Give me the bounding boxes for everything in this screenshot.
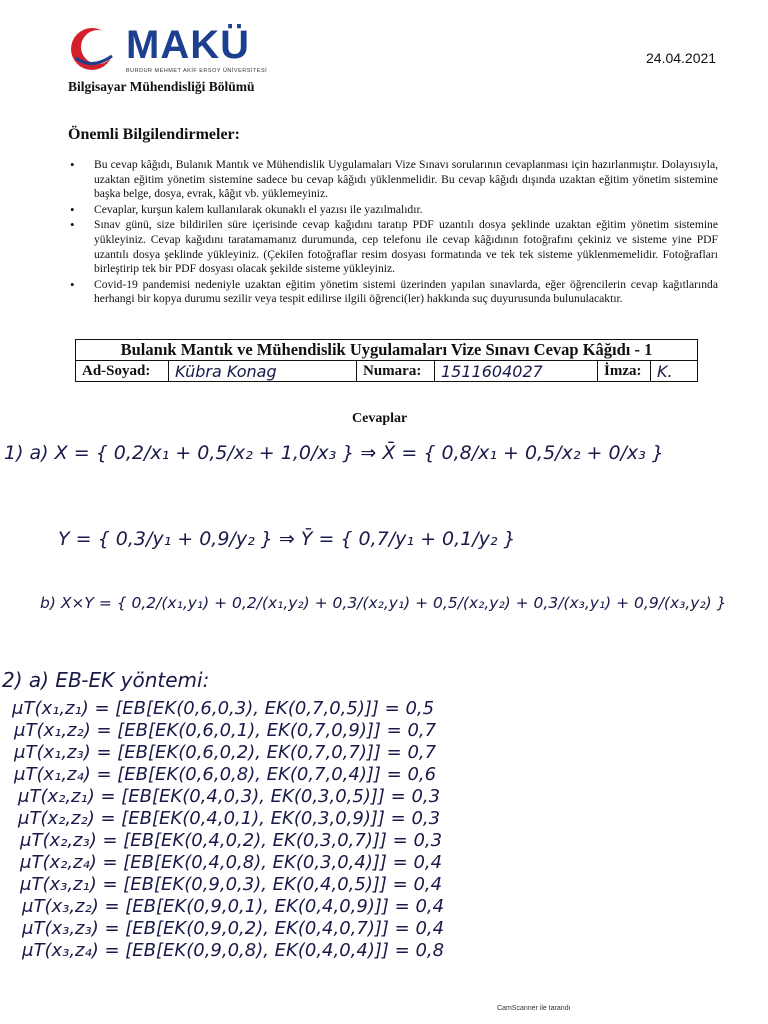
answer-line: μT(x₃,z₁) = [EB[EK(0,9,0,3), EK(0,4,0,5)]] = 0,4 [20,874,443,895]
signature-label: İmza: [598,361,651,382]
answer-line: μT(x₂,z₄) = [EB[EK(0,4,0,8), EK(0,3,0,4)]] = 0,4 [20,852,443,873]
crescent-logo-icon [68,26,118,72]
answer-line: 2) a) EB-EK yöntemi: [2,668,210,692]
answer-line: μT(x₂,z₁) = [EB[EK(0,4,0,3), EK(0,3,0,5)]] = 0,3 [18,786,441,807]
handwritten-answers [0,430,768,990]
notice-item: • Sınav günü, size bildirilen süre içerisinde cevap kağıdını taratıp PDF uzantılı dosya şeklinde uzaktan eğitim yönetim sistemine yükleyiniz. Cevap kağıdını taratamamanız durumunda, cep telefonu ile cevap kâğıdının fotoğrafını çekiniz ve sisteme yine PDF uzantılı dosya şeklinde yükleyiniz. (Çekilen fotoğraflar resim dosyası formatında ve tek tek sisteme yüklenmemelidir. Fotoğrafları birleştirip tek bir PDF dosyası olacak şekilde sisteme yükleyiniz. [68,218,718,276]
brand-name: MAKÜ [126,23,250,67]
answer-line: μT(x₂,z₃) = [EB[EK(0,4,0,2), EK(0,3,0,7)]] = 0,3 [20,830,443,851]
notice-item: • Covid-19 pandemisi nedeniyle uzaktan eğitim yönetim sistemi üzerinden yapılan sınavlarda, eğer öğrencilerin cevap kağıtlarında herhangi bir kopya durumu sezilir veya tespit edilirse ilgili öğrenci(ler) hakkında suç duyurusunda bulunulacaktır. [68,278,718,307]
notice-item: • Cevaplar, kurşun kalem kullanılarak okunaklı el yazısı ile yazılmalıdır. [68,203,718,218]
number-value: 1511604027 [435,361,598,382]
answer-line: μT(x₁,z₄) = [EB[EK(0,6,0,8), EK(0,7,0,4)]] = 0,6 [14,764,437,785]
name-value: Kübra Konag [169,361,357,382]
notice-list [68,158,718,308]
notice-title: Önemli Bilgilendirmeler: [68,126,240,143]
document-date: 24.04.2021 [646,50,717,66]
department-name: Bilgisayar Mühendisliği Bölümü [68,79,255,94]
answers-title: Cevaplar [352,411,408,426]
answer-line: μT(x₁,z₂) = [EB[EK(0,6,0,1), EK(0,7,0,9)]] = 0,7 [14,720,437,741]
answer-line: μT(x₁,z₁) = [EB[EK(0,6,0,3), EK(0,7,0,5)]] = 0,5 [12,698,435,719]
scanner-watermark: CamScanner ile tarandı [497,1005,571,1012]
answer-line: μT(x₃,z₄) = [EB[EK(0,9,0,8), EK(0,4,0,4)]] = 0,8 [22,940,445,961]
answer-line: μT(x₃,z₂) = [EB[EK(0,9,0,1), EK(0,4,0,9)]] = 0,4 [22,896,445,917]
notice-item: • Bu cevap kâğıdı, Bulanık Mantık ve Mühendislik Uygulamaları Vize Sınavı sorularının cevaplanması için hazırlanmıştır. Dolayısıyla, uzaktan eğitim yönetim sistemine sadece bu cevap kâğıdı yüklenmelidir. Bu cevap kâğıdı dışında uzaktan eğitim yönetim sistemine başka belge, dosya, evrak, kâğıt vb. yüklemeyiniz. [68,158,718,202]
signature-value: K. [651,361,698,382]
answer-line: μT(x₃,z₃) = [EB[EK(0,9,0,2), EK(0,4,0,7)]] = 0,4 [22,918,445,939]
answer-line: 1) a) X = { 0,2/x₁ + 0,5/x₂ + 1,0/x₃ } ⇒ X̄ = { 0,8/x₁ + 0,5/x₂ + 0/x₃ } [4,442,664,464]
number-label: Numara: [357,361,435,382]
answer-line: μT(x₂,z₂) = [EB[EK(0,4,0,1), EK(0,3,0,9)]] = 0,3 [18,808,441,829]
exam-info-table [75,339,698,382]
answer-line: b) X×Y = { 0,2/(x₁,y₁) + 0,2/(x₁,y₂) + 0,3/(x₂,y₁) + 0,5/(x₂,y₂) + 0,3/(x₃,y₁) + 0,9/(x₃,y₂) } [40,594,727,612]
name-label: Ad-Soyad: [76,361,169,382]
exam-title: Bulanık Mantık ve Mühendislik Uygulamaları Vize Sınavı Cevap Kâğıdı - 1 [76,340,698,361]
answer-line: μT(x₁,z₃) = [EB[EK(0,6,0,2), EK(0,7,0,7)]] = 0,7 [14,742,437,763]
university-name: BURDUR MEHMET AKİF ERSOY ÜNİVERSİTESİ [126,68,268,74]
answer-line: Y = { 0,3/y₁ + 0,9/y₂ } ⇒ Ȳ = { 0,7/y₁ + 0,1/y₂ } [58,528,516,550]
university-logo [68,22,268,82]
